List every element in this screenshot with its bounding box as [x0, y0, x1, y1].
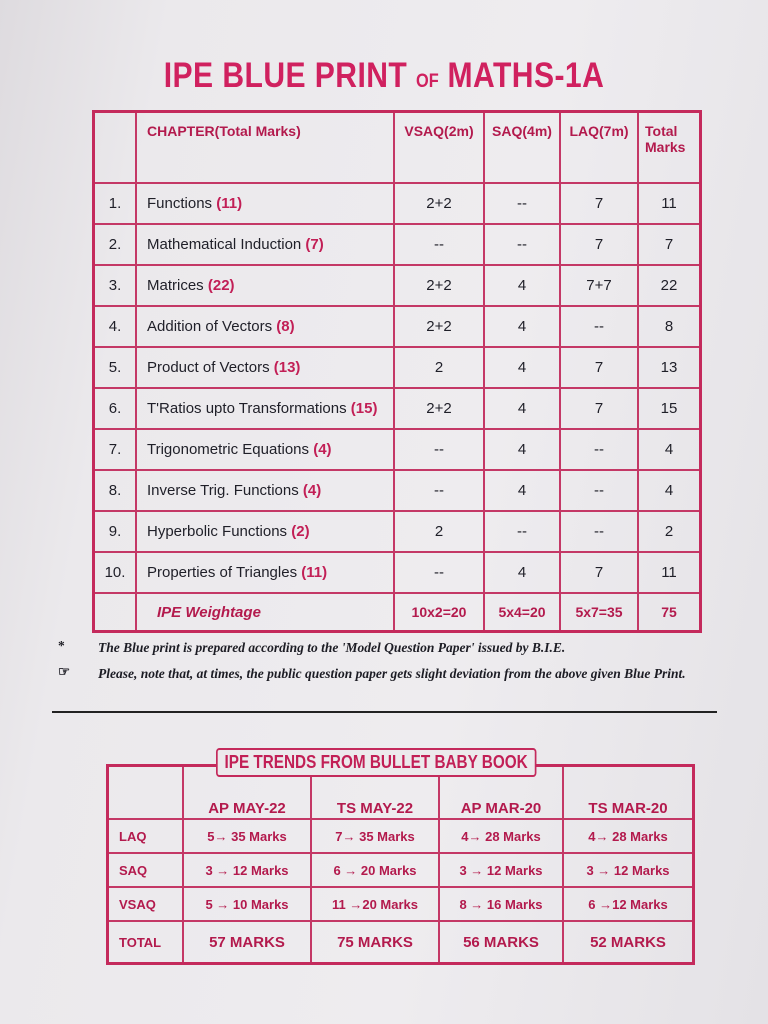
trends-cell: 7→ 35 Marks: [311, 819, 439, 853]
trends-cell: 3 → 12 Marks: [563, 853, 694, 887]
title-main: IPE BLUE PRINT: [163, 56, 408, 95]
trends-cell: 3 → 12 Marks: [183, 853, 311, 887]
total-cell: 11: [638, 183, 701, 224]
blueprint-header-num: [94, 112, 137, 184]
row-number: 10.: [94, 552, 137, 593]
blueprint-row: [94, 429, 701, 470]
row-number: 5.: [94, 347, 137, 388]
chapter-cell: [136, 470, 394, 511]
title-subject: MATHS-1A: [447, 56, 605, 95]
total-cell: 15: [638, 388, 701, 429]
chapter-name: Mathematical Induction: [147, 236, 302, 253]
trends-header-blank: [108, 766, 184, 820]
vsaq-cell: 2: [394, 511, 484, 552]
chapter-marks: (13): [273, 359, 301, 376]
blueprint-row: [94, 265, 701, 306]
saq-cell: --: [484, 511, 560, 552]
chapter-name: Trigonometric Equations: [147, 441, 310, 458]
weightage-num: [94, 593, 137, 632]
trends-cell: 5 → 10 Marks: [183, 887, 311, 921]
trends-table: [106, 764, 695, 965]
vsaq-cell: 2+2: [394, 388, 484, 429]
chapter-marks: (11): [216, 195, 243, 212]
chapter-name: T'Ratios upto Transformations: [147, 400, 347, 417]
saq-cell: 4: [484, 306, 560, 347]
blueprint-header-row: [94, 112, 701, 184]
blueprint-row: [94, 347, 701, 388]
saq-cell: 4: [484, 347, 560, 388]
vsaq-cell: --: [394, 224, 484, 265]
trends-cell: 4→ 28 Marks: [563, 819, 694, 853]
trends-section: [106, 752, 695, 965]
chapter-cell: [136, 306, 394, 347]
chapter-cell: [136, 265, 394, 306]
asterisk-icon: *: [58, 638, 65, 653]
saq-cell: 4: [484, 388, 560, 429]
note-text: The Blue print is prepared according to the 'Model Question Paper' issued by B.I.E.: [98, 640, 566, 655]
blueprint-row: [94, 552, 701, 593]
total-cell: 22: [638, 265, 701, 306]
blueprint-header-total: Total Marks: [638, 112, 701, 184]
saq-cell: 4: [484, 470, 560, 511]
saq-cell: 4: [484, 265, 560, 306]
weightage-laq: 5x7=35: [560, 593, 638, 632]
blueprint-row: [94, 183, 701, 224]
row-number: 2.: [94, 224, 137, 265]
vsaq-cell: 2+2: [394, 306, 484, 347]
total-cell: 2: [638, 511, 701, 552]
chapter-cell: [136, 511, 394, 552]
blueprint-row: [94, 511, 701, 552]
weightage-saq: 5x4=20: [484, 593, 560, 632]
vsaq-cell: --: [394, 470, 484, 511]
row-number: 3.: [94, 265, 137, 306]
laq-cell: 7: [560, 224, 638, 265]
chapter-cell: [136, 388, 394, 429]
laq-cell: 7: [560, 552, 638, 593]
saq-cell: --: [484, 183, 560, 224]
trends-cell: 57 MARKS: [183, 921, 311, 964]
row-number: 6.: [94, 388, 137, 429]
chapter-marks: (4): [313, 441, 332, 458]
trends-title: IPE TRENDS FROM BULLET BABY BOOK: [216, 748, 536, 777]
chapter-name: Hyperbolic Functions: [147, 523, 288, 540]
blueprint-table: [92, 110, 702, 633]
total-cell: 8: [638, 306, 701, 347]
chapter-marks: (2): [291, 523, 310, 540]
chapter-cell: [136, 347, 394, 388]
vsaq-cell: 2+2: [394, 265, 484, 306]
total-cell: 13: [638, 347, 701, 388]
trends-cell: 6 → 20 Marks: [311, 853, 439, 887]
trends-row: [108, 887, 694, 921]
blueprint-header-vsaq: VSAQ(2m): [394, 112, 484, 184]
blueprint-header-saq: SAQ(4m): [484, 112, 560, 184]
chapter-marks: (7): [305, 236, 324, 253]
row-number: 9.: [94, 511, 137, 552]
trends-row: [108, 853, 694, 887]
blueprint-row: [94, 306, 701, 347]
saq-cell: 4: [484, 552, 560, 593]
total-cell: 4: [638, 429, 701, 470]
trends-cell: 6 →12 Marks: [563, 887, 694, 921]
weightage-label: IPE Weightage: [136, 593, 394, 632]
chapter-name: Properties of Triangles: [147, 564, 298, 581]
vsaq-cell: 2+2: [394, 183, 484, 224]
trends-row: [108, 819, 694, 853]
trends-row-label: LAQ: [108, 819, 184, 853]
blueprint-row: [94, 470, 701, 511]
laq-cell: --: [560, 429, 638, 470]
row-number: 7.: [94, 429, 137, 470]
row-number: 4.: [94, 306, 137, 347]
total-cell: 11: [638, 552, 701, 593]
trends-row-label: SAQ: [108, 853, 184, 887]
blueprint-header-chapter: CHAPTER(Total Marks): [136, 112, 394, 184]
trends-row-label: VSAQ: [108, 887, 184, 921]
laq-cell: 7: [560, 347, 638, 388]
chapter-cell: [136, 429, 394, 470]
trends-cell: 3 → 12 Marks: [439, 853, 563, 887]
blueprint-row: [94, 224, 701, 265]
trends-cell: 5→ 35 Marks: [183, 819, 311, 853]
chapter-marks: (15): [350, 400, 378, 417]
vsaq-cell: 2: [394, 347, 484, 388]
chapter-name: Matrices: [147, 277, 204, 294]
chapter-cell: [136, 552, 394, 593]
laq-cell: --: [560, 470, 638, 511]
pointing-hand-icon: ☞: [58, 664, 71, 679]
chapter-name: Inverse Trig. Functions: [147, 482, 299, 499]
note-item: [58, 664, 718, 684]
weightage-vsaq: 10x2=20: [394, 593, 484, 632]
trends-cell: 52 MARKS: [563, 921, 694, 964]
trends-cell: 11 →20 Marks: [311, 887, 439, 921]
laq-cell: --: [560, 306, 638, 347]
divider: [52, 711, 717, 713]
note-item: [58, 638, 718, 658]
note-text: Please, note that, at times, the public question paper gets slight deviation from the above given Blue Print.: [98, 666, 686, 681]
chapter-marks: (22): [207, 277, 235, 294]
chapter-name: Product of Vectors: [147, 359, 270, 376]
laq-cell: 7: [560, 388, 638, 429]
chapter-cell: [136, 183, 394, 224]
chapter-name: Addition of Vectors: [147, 318, 273, 335]
saq-cell: --: [484, 224, 560, 265]
trends-header-col: AP MAR-20: [439, 766, 563, 820]
total-cell: 4: [638, 470, 701, 511]
chapter-marks: (8): [276, 318, 295, 335]
laq-cell: --: [560, 511, 638, 552]
blueprint-header-laq: LAQ(7m): [560, 112, 638, 184]
weightage-total: 75: [638, 593, 701, 632]
chapter-marks: (11): [301, 564, 328, 581]
trends-header-col: TS MAY-22: [311, 766, 439, 820]
trends-cell: 56 MARKS: [439, 921, 563, 964]
notes: [58, 638, 718, 690]
title-of: OF: [416, 71, 439, 92]
row-number: 8.: [94, 470, 137, 511]
laq-cell: 7+7: [560, 265, 638, 306]
trends-cell: 8 → 16 Marks: [439, 887, 563, 921]
trends-row-label: TOTAL: [108, 921, 184, 964]
blueprint-row: [94, 388, 701, 429]
trends-cell: 75 MARKS: [311, 921, 439, 964]
chapter-name: Functions: [147, 195, 213, 212]
vsaq-cell: --: [394, 429, 484, 470]
total-cell: 7: [638, 224, 701, 265]
vsaq-cell: --: [394, 552, 484, 593]
trends-header-col: AP MAY-22: [183, 766, 311, 820]
trends-header-col: TS MAR-20: [563, 766, 694, 820]
trends-cell: 4→ 28 Marks: [439, 819, 563, 853]
saq-cell: 4: [484, 429, 560, 470]
page-title: [54, 56, 714, 96]
chapter-cell: [136, 224, 394, 265]
chapter-marks: (4): [302, 482, 322, 499]
laq-cell: 7: [560, 183, 638, 224]
trends-row: [108, 921, 694, 964]
row-number: 1.: [94, 183, 137, 224]
blueprint-weightage-row: [94, 593, 701, 632]
